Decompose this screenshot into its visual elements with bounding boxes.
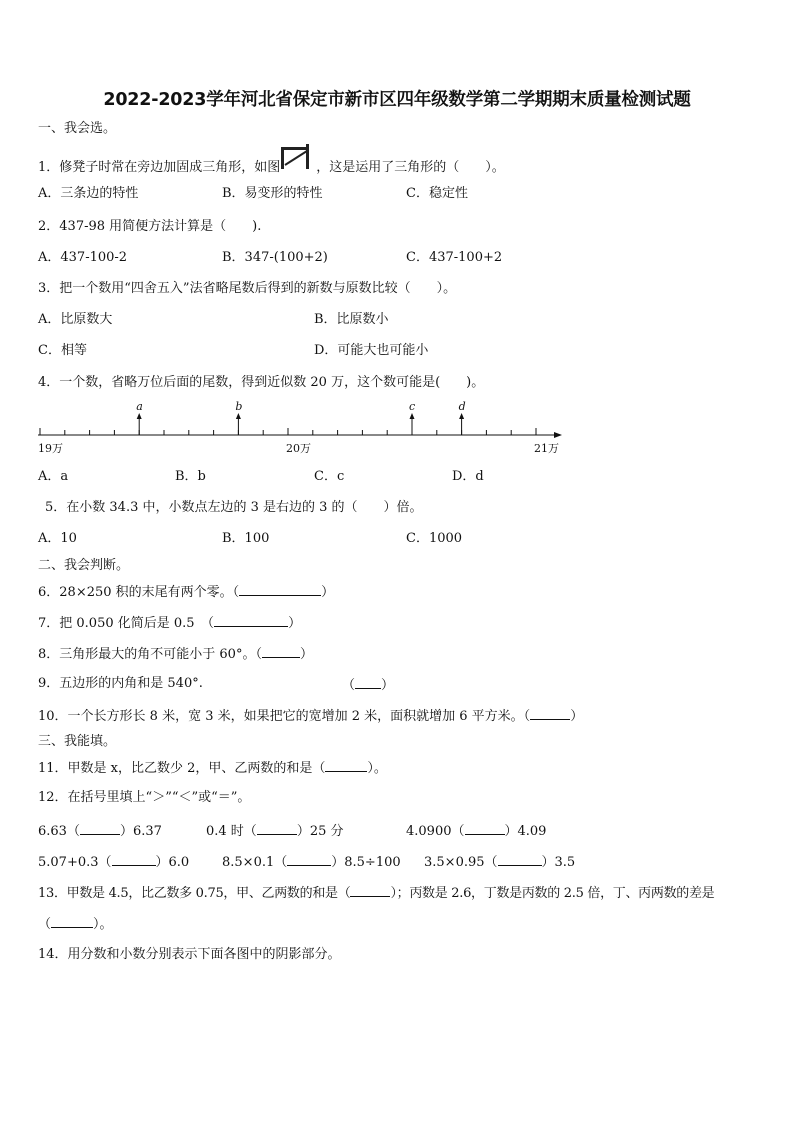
point-b	[235, 400, 242, 435]
stool-figure	[280, 151, 316, 167]
point-label: a	[136, 400, 143, 413]
q6-paren-close: ）	[321, 585, 335, 600]
q12-item-6	[424, 853, 575, 871]
stool-icon	[280, 143, 316, 169]
number-line-points	[136, 400, 465, 435]
tick-label: 19万	[38, 442, 63, 455]
q13-blank-1[interactable]	[350, 884, 390, 897]
q2-option-c[interactable]: C．437-100+2	[406, 250, 503, 265]
q4-option-d[interactable]: D．d	[452, 469, 484, 484]
q13-mid: ）；丙数是 2.6，丁数是丙数的 2.5 倍，丁、丙两数的差是	[390, 886, 715, 901]
q12-item-2-right: ）25 分	[296, 824, 344, 839]
question-1	[38, 151, 505, 176]
question-12: 12．在括号里填上“＞”“＜”或“＝”。	[38, 790, 251, 805]
q10-text: 10．一个长方形长 8 米，宽 3 米，如果把它的宽增加 2 米，面积就增加 6 平方米。（	[38, 709, 531, 724]
q12-item-3-left: 4.0900（	[406, 824, 465, 839]
q7-answer-blank[interactable]	[214, 614, 288, 627]
q5-option-a[interactable]: A．10	[38, 531, 77, 546]
point-c	[409, 400, 415, 435]
tick-label: 21万	[534, 442, 559, 455]
q12-item-5-blank[interactable]	[287, 853, 331, 866]
q10-paren-close: ）	[570, 709, 584, 724]
q12-item-4-blank[interactable]	[112, 853, 156, 866]
point-d	[459, 400, 466, 435]
q12-item-5	[222, 853, 401, 871]
question-4: 4．一个数，省略万位后面的尾数，得到近似数 20 万，这个数可能是( )。	[38, 375, 485, 390]
question-6	[38, 583, 334, 601]
number-line-arrow	[554, 432, 562, 438]
q12-item-1	[38, 822, 162, 840]
question-10	[38, 707, 583, 725]
q11-close: ）。	[367, 761, 387, 776]
q7-text: 7．把 0.050 化简后是 0.5 （	[38, 616, 215, 631]
number-line	[30, 398, 570, 460]
q12-item-2-blank[interactable]	[257, 822, 297, 835]
q13-line2-open: （	[38, 917, 52, 932]
section-2-heading: 二、我会判断。	[38, 558, 130, 573]
q4-option-c[interactable]: C．c	[314, 469, 345, 484]
q1-option-a[interactable]: A．三条边的特性	[38, 186, 139, 201]
q3-option-d[interactable]: D．可能大也可能小	[314, 343, 429, 358]
q12-item-4-left: 5.07+0.3（	[38, 855, 112, 870]
q1-stem-before: 1．修凳子时常在旁边加固成三角形，如图	[38, 160, 281, 175]
q12-item-6-blank[interactable]	[498, 853, 542, 866]
question-2: 2．437-98 用简便方法计算是（ ).	[38, 219, 262, 234]
number-line-labels	[38, 442, 559, 455]
q6-answer-blank[interactable]	[239, 583, 321, 596]
page-title: 2022-2023学年河北省保定市新市区四年级数学第二学期期末质量检测试题	[103, 90, 691, 110]
q1-option-c[interactable]: C．稳定性	[406, 186, 468, 201]
point-arrow-head	[459, 413, 464, 419]
q8-paren-close: ）	[299, 647, 313, 662]
point-arrow-head	[236, 413, 241, 419]
q9-answer	[342, 676, 394, 694]
point-label: d	[458, 400, 466, 413]
point-label: c	[409, 400, 416, 413]
question-3: 3．把一个数用“四舍五入”法省略尾数后得到的新数与原数比较（ ）。	[38, 281, 457, 296]
question-13-line2	[38, 915, 113, 933]
point-arrow-head	[137, 413, 142, 419]
point-a	[136, 400, 143, 435]
q9-answer-blank[interactable]	[355, 676, 381, 689]
q4-option-b[interactable]: B．b	[175, 469, 206, 484]
point-label: b	[235, 400, 243, 413]
q1-option-b[interactable]: B．易变形的特性	[222, 186, 323, 201]
q12-item-5-left: 8.5×0.1（	[222, 855, 288, 870]
q12-item-2-left: 0.4 时（	[206, 824, 257, 839]
q12-item-1-left: 6.63（	[38, 824, 80, 839]
q12-item-6-left: 3.5×0.95（	[424, 855, 498, 870]
q12-item-4-right: ）6.0	[155, 855, 190, 870]
q9-paren-open: （	[342, 678, 356, 693]
q13-line2-close: ）。	[93, 917, 113, 932]
q2-option-b[interactable]: B．347-(100+2)	[222, 250, 328, 265]
q13-blank-2[interactable]	[51, 915, 93, 928]
question-13	[38, 884, 714, 902]
q13-line1: 13．甲数是 4.5，比乙数多 0.75，甲、乙两数的和是（	[38, 886, 351, 901]
q6-text: 6．28×250 积的末尾有两个零。（	[38, 585, 240, 600]
q3-option-a[interactable]: A．比原数大	[38, 312, 113, 327]
q2-option-a[interactable]: A．437-100-2	[38, 250, 128, 265]
q12-item-1-blank[interactable]	[80, 822, 120, 835]
section-1-heading: 一、我会选。	[38, 121, 117, 136]
q12-item-3	[406, 822, 546, 840]
q12-item-4	[38, 853, 189, 871]
q9-paren-close: ）	[381, 678, 395, 693]
question-8	[38, 645, 313, 663]
q1-stem-after: ，这是运用了三角形的（ ）。	[316, 160, 505, 175]
q3-option-c[interactable]: C．相等	[38, 343, 87, 358]
question-5: 5．在小数 34.3 中，小数点左边的 3 是右边的 3 的（ ）倍。	[45, 500, 423, 515]
q7-paren-close: ）	[288, 616, 302, 631]
q12-item-3-right: ）4.09	[504, 824, 547, 839]
q3-option-b[interactable]: B．比原数小	[314, 312, 389, 327]
tick-label: 20万	[286, 442, 311, 455]
q5-option-c[interactable]: C．1000	[406, 531, 463, 546]
q8-answer-blank[interactable]	[262, 645, 300, 658]
q12-item-5-right: ）8.5÷100	[331, 855, 401, 870]
q12-item-6-right: ）3.5	[541, 855, 576, 870]
question-7	[38, 614, 301, 632]
q11-answer-blank[interactable]	[325, 759, 367, 772]
question-14: 14．用分数和小数分别表示下面各图中的阴影部分。	[38, 947, 341, 962]
section-3-heading: 三、我能填。	[38, 734, 117, 749]
q12-item-3-blank[interactable]	[465, 822, 505, 835]
q11-text: 11．甲数是 x，比乙数少 2，甲、乙两数的和是（	[38, 761, 326, 776]
q8-text: 8．三角形最大的角不可能小于 60°。（	[38, 647, 262, 662]
question-9: 9．五边形的内角和是 540°.	[38, 676, 203, 691]
q4-option-a[interactable]: A．a	[38, 469, 69, 484]
q12-item-2	[206, 822, 344, 840]
q12-item-1-right: ）6.37	[119, 824, 162, 839]
q10-answer-blank[interactable]	[530, 707, 570, 720]
point-arrow-head	[410, 413, 415, 419]
question-11	[38, 759, 387, 777]
q5-option-b[interactable]: B．100	[222, 531, 270, 546]
